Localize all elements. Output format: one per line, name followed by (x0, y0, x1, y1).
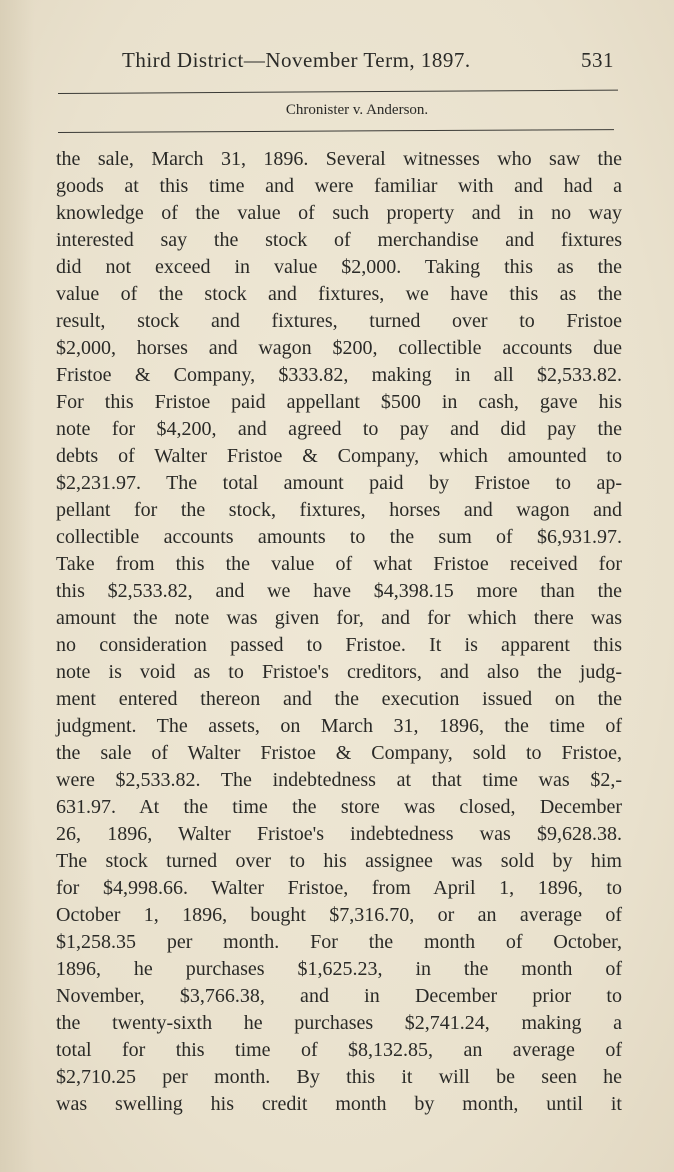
text-line: note is void as to Fristoe's creditors, and also the judg- (56, 661, 622, 683)
text-line: for $4,998.66. Walter Fristoe, from April 1, 1896, to (56, 877, 622, 899)
text-line: $2,710.25 per month. By this it will be seen he (56, 1066, 622, 1088)
text-line: the sale, March 31, 1896. Several witnesses who saw the (56, 148, 622, 170)
page-gutter-shadow (0, 0, 34, 1172)
header-rule-bottom (58, 129, 614, 133)
text-line: collectible accounts amounts to the sum of $6,931.97. (56, 526, 622, 548)
text-line: the sale of Walter Fristoe & Company, sold to Fristoe, (56, 742, 622, 764)
text-line: November, $3,766.38, and in December prior to (56, 985, 622, 1007)
text-line: Take from this the value of what Fristoe received for (56, 553, 622, 575)
text-line: total for this time of $8,132.85, an average of (56, 1039, 622, 1061)
text-line: 1896, he purchases $1,625.23, in the month of (56, 958, 622, 980)
case-title: Chronister v. Anderson. (285, 102, 429, 118)
text-line: no consideration passed to Fristoe. It is apparent this (56, 634, 622, 656)
text-line: $2,231.97. The total amount paid by Fristoe to ap- (56, 472, 622, 494)
text-line: $1,258.35 per month. For the month of October, (56, 931, 622, 953)
text-line: Fristoe & Company, $333.82, making in all $2,533.82. (56, 364, 622, 386)
text-line: did not exceed in value $2,000. Taking this as the (56, 256, 622, 278)
text-line: debts of Walter Fristoe & Company, which amounted to (56, 445, 622, 467)
text-line: goods at this time and were familiar with and had a (56, 175, 622, 197)
body-text (56, 146, 622, 1118)
text-line: 631.97. At the time the store was closed, December (56, 796, 622, 818)
text-line: were $2,533.82. The indebtedness at that time was $2,- (56, 769, 622, 791)
text-line: judgment. The assets, on March 31, 1896, the time of (56, 715, 622, 737)
text-line: 26, 1896, Walter Fristoe's indebtedness was $9,628.38. (56, 823, 622, 845)
text-line: this $2,533.82, and we have $4,398.15 more than the (56, 580, 622, 602)
text-line: amount the note was given for, and for which there was (56, 607, 622, 629)
text-line: October 1, 1896, bought $7,316.70, or an average of (56, 904, 622, 926)
text-line: The stock turned over to his assignee was sold by him (56, 850, 622, 872)
text-line: value of the stock and fixtures, we have this as the (56, 283, 622, 305)
text-line: interested say the stock of merchandise and fixtures (56, 229, 622, 251)
text-line: ment entered thereon and the execution issued on the (56, 688, 622, 710)
text-line: result, stock and fixtures, turned over to Fristoe (56, 310, 622, 332)
running-title: Third District—November Term, 1897. (122, 48, 471, 72)
text-line: knowledge of the value of such property and in no way (56, 202, 622, 224)
text-line: For this Fristoe paid appellant $500 in cash, gave his (56, 391, 622, 413)
text-line: pellant for the stock, fixtures, horses and wagon and (56, 499, 622, 521)
text-line: the twenty-sixth he purchases $2,741.24, making a (56, 1012, 622, 1034)
header-rule-top (58, 90, 618, 94)
page-number: 531 (581, 48, 614, 72)
text-line: was swelling his credit month by month, until it (56, 1093, 622, 1115)
text-line: note for $4,200, and agreed to pay and did pay the (56, 418, 622, 440)
text-line: $2,000, horses and wagon $200, collectible accounts due (56, 337, 622, 359)
running-header (122, 48, 622, 80)
